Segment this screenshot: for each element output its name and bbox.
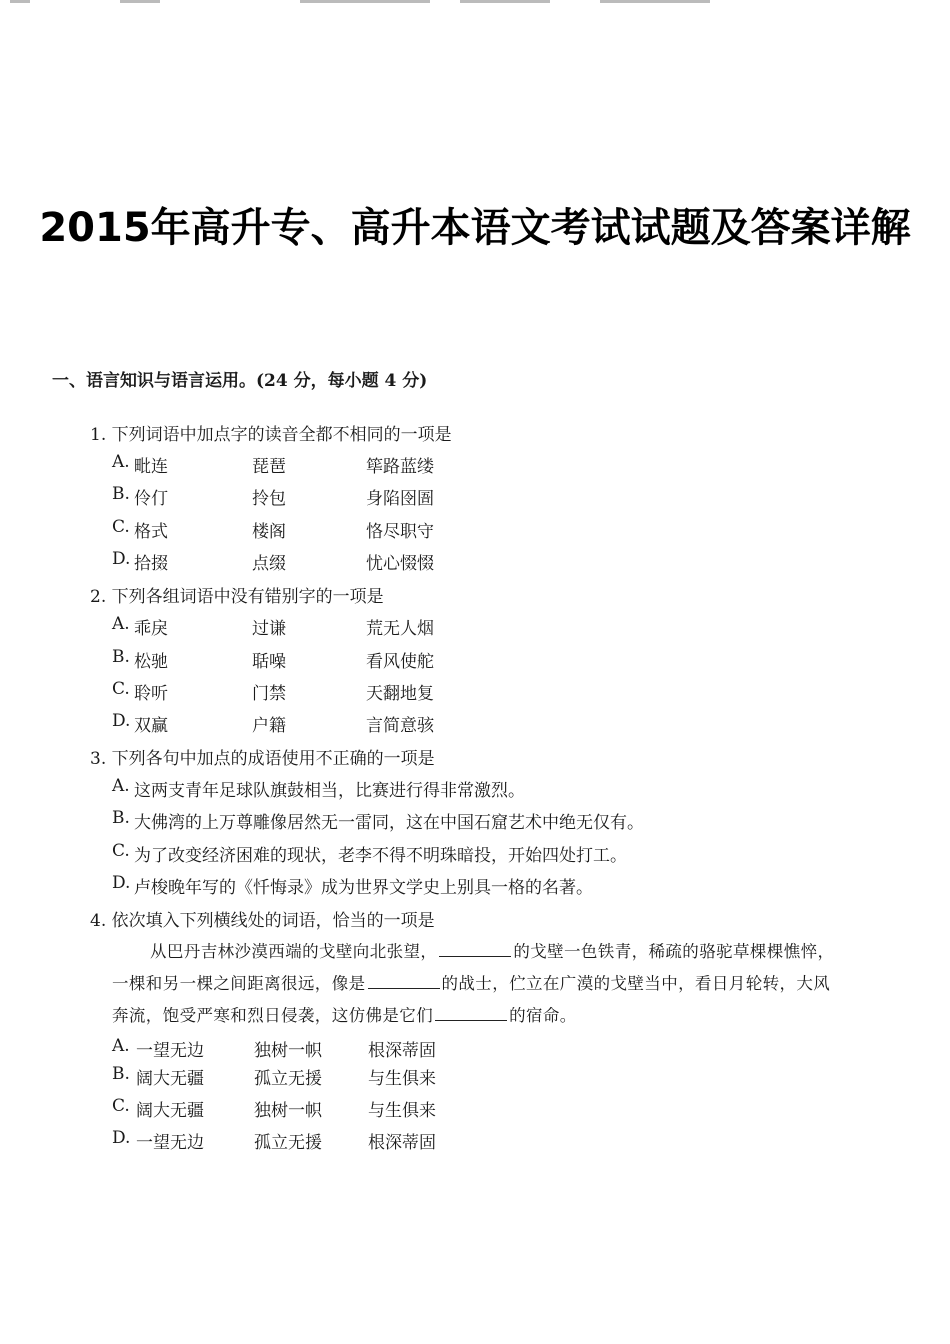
- q4-passage-1b: 的戈壁一色铁青，稀疏的骆驼草棵棵憔悴，: [513, 942, 835, 961]
- q4-option-c-label: C.: [112, 1096, 130, 1116]
- q2-option-a-word1: 乖戾: [134, 619, 168, 639]
- q1-option-d-word1: 拾掇: [134, 554, 168, 574]
- q4-passage-line-1: [150, 938, 834, 962]
- q2-option-c-word1: 聆听: [134, 684, 168, 704]
- q1-option-d-label: D.: [112, 549, 131, 569]
- top-edge-artifacts: [0, 0, 950, 6]
- q4-blank-1: [439, 942, 511, 957]
- q1-option-a-word1: 毗连: [134, 457, 168, 477]
- q1-option-a-label: A.: [112, 452, 130, 472]
- q1-option-b-word1: 伶仃: [134, 489, 168, 509]
- q1-option-c-word2: 楼阁: [252, 522, 286, 542]
- q1-option-a-word3: 筚路蓝缕: [366, 457, 434, 477]
- q4-passage-line-2: [112, 970, 830, 994]
- q1-option-b-label: B.: [112, 484, 130, 504]
- q4-option-b-word3: 与生俱来: [368, 1069, 436, 1089]
- q4-option-d-word2: 孤立无援: [254, 1133, 322, 1153]
- q2-option-d-word1: 双赢: [134, 716, 168, 736]
- q4-passage-1a: 从巴丹吉林沙漠西端的戈壁向北张望，: [150, 942, 438, 961]
- q3-option-c-label: C.: [112, 841, 130, 861]
- q4-option-b-word2: 孤立无援: [254, 1069, 322, 1089]
- q4-passage-2b: 的战士，伫立在广漠的戈壁当中，看日月轮转，大风: [441, 974, 831, 993]
- q2-option-d-label: D.: [112, 711, 131, 731]
- q4-option-c-word1: 阔大无疆: [136, 1101, 204, 1121]
- q1-option-c-word1: 格式: [134, 522, 168, 542]
- question-1-stem: 1. 下列词语中加点字的读音全都不相同的一项是: [90, 425, 452, 445]
- q4-option-a-label: A.: [112, 1036, 130, 1056]
- q4-option-d-label: D.: [112, 1128, 131, 1148]
- q4-passage-line-3: [112, 1002, 577, 1026]
- q4-option-b-label: B.: [112, 1064, 130, 1084]
- q3-option-b-label: B.: [112, 808, 130, 828]
- q4-option-a-word2: 独树一帜: [254, 1041, 322, 1061]
- q1-option-c-word3: 恪尽职守: [366, 522, 434, 542]
- q2-option-b-word2: 聒噪: [252, 652, 286, 672]
- q4-option-d-word1: 一望无边: [136, 1133, 204, 1153]
- question-3-stem: 3. 下列各句中加点的成语使用不正确的一项是: [90, 749, 435, 769]
- q4-option-b-word1: 阔大无疆: [136, 1069, 204, 1089]
- q2-option-a-word2: 过谦: [252, 619, 286, 639]
- q2-option-b-word3: 看风使舵: [366, 652, 434, 672]
- q4-option-c-word2: 独树一帜: [254, 1101, 322, 1121]
- q3-option-d-text: 卢梭晚年写的《忏悔录》成为世界文学史上别具一格的名著。: [134, 878, 593, 898]
- q2-option-d-word2: 户籍: [252, 716, 286, 736]
- q2-option-c-word2: 门禁: [252, 684, 286, 704]
- question-2-stem: 2. 下列各组词语中没有错别字的一项是: [90, 587, 384, 607]
- q2-option-a-word3: 荒无人烟: [366, 619, 434, 639]
- q1-option-a-word2: 琵琶: [252, 457, 286, 477]
- q3-option-a-label: A.: [112, 776, 130, 796]
- q4-option-d-word3: 根深蒂固: [368, 1133, 436, 1153]
- q4-blank-3: [435, 1006, 507, 1021]
- q4-option-c-word3: 与生俱来: [368, 1101, 436, 1121]
- q1-option-b-word2: 拎包: [252, 489, 286, 509]
- q2-option-c-label: C.: [112, 679, 130, 699]
- q1-option-d-word2: 点缀: [252, 554, 286, 574]
- q1-option-d-word3: 忧心惙惙: [366, 554, 434, 574]
- q1-option-c-label: C.: [112, 517, 130, 537]
- q2-option-a-label: A.: [112, 614, 130, 634]
- q3-option-d-label: D.: [112, 873, 131, 893]
- question-4-stem: 4. 依次填入下列横线处的词语，恰当的一项是: [90, 911, 435, 931]
- q3-option-a-text: 这两支青年足球队旗鼓相当，比赛进行得非常激烈。: [134, 781, 525, 801]
- q4-blank-2: [368, 974, 440, 989]
- q1-option-b-word3: 身陷囹圄: [366, 489, 434, 509]
- q2-option-c-word3: 天翻地复: [366, 684, 434, 704]
- q4-option-a-word1: 一望无边: [136, 1041, 204, 1061]
- q3-option-b-text: 大佛湾的上万尊雕像居然无一雷同，这在中国石窟艺术中绝无仅有。: [134, 813, 644, 833]
- q2-option-b-label: B.: [112, 647, 130, 667]
- q4-passage-3a: 奔流，饱受严寒和烈日侵袭，这仿佛是它们: [112, 1006, 434, 1025]
- page-title: 2015年高升专、高升本语文考试试题及答案详解: [39, 205, 911, 251]
- section-heading: 一、语言知识与语言运用。(24 分，每小题 4 分): [52, 371, 428, 391]
- q4-passage-2a: 一棵和另一棵之间距离很远，像是: [112, 974, 366, 993]
- q3-option-c-text: 为了改变经济困难的现状，老李不得不明珠暗投，开始四处打工。: [134, 846, 627, 866]
- q4-option-a-word3: 根深蒂固: [368, 1041, 436, 1061]
- q2-option-b-word1: 松驰: [134, 652, 168, 672]
- q4-passage-3b: 的宿命。: [509, 1006, 577, 1025]
- q2-option-d-word3: 言简意骇: [366, 716, 434, 736]
